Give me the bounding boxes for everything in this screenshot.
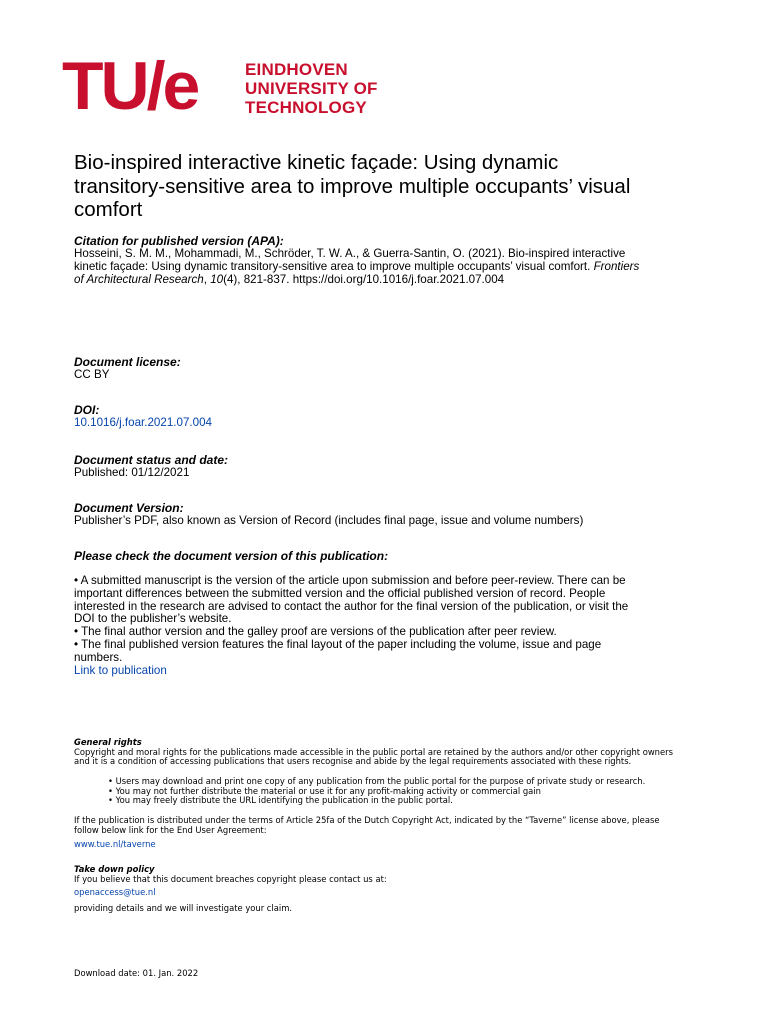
check-version-section bbox=[74, 550, 734, 563]
doi-section bbox=[74, 404, 212, 430]
check-line: interested in the research are advised to contact the author for the final version of the publication, or visit the bbox=[74, 599, 629, 613]
download-date: Download date: 01. Jan. 2022 bbox=[74, 968, 199, 978]
check-line: • The final published version features the final layout of the paper including the volume, issue and page bbox=[74, 637, 602, 651]
citation-line-text: kinetic façade: Using dynamic transitory-sensitive area to improve multiple occupants’ visual comfort. bbox=[74, 259, 591, 273]
tue-logo-mark: TU/e bbox=[62, 55, 198, 113]
check-line: DOI to the publisher’s website. bbox=[74, 612, 232, 626]
rights-bullet: • You may not further distribute the material or use it for any profit-making activity or commercial gain bbox=[108, 785, 541, 796]
tue-logo-icon bbox=[62, 55, 234, 113]
citation-section bbox=[74, 235, 714, 286]
rights-bullet: • You may freely distribute the URL identifying the publication in the public portal. bbox=[108, 795, 453, 806]
title-line: Bio-inspired interactive kinetic façade: Using dynamic bbox=[74, 151, 559, 174]
document-title bbox=[74, 151, 714, 222]
doi-label: DOI: bbox=[74, 403, 100, 417]
license-value: CC BY bbox=[74, 368, 110, 381]
citation-line bbox=[74, 274, 714, 287]
journal-name: Frontiers bbox=[593, 259, 640, 273]
general-rights-label: General rights bbox=[74, 737, 142, 747]
version-value: Publisher’s PDF, also known as Version of Record (includes final page, issue and volume numbers) bbox=[74, 514, 584, 527]
citation-label: Citation for published version (APA): bbox=[74, 234, 284, 248]
version-label: Document Version: bbox=[74, 501, 184, 515]
check-version-text bbox=[74, 575, 734, 665]
citation-line: Hosseini, S. M. M., Mohammadi, M., Schröder, T. W. A., & Guerra-Santin, O. (2021). Bio-inspired interactive bbox=[74, 247, 626, 260]
license-section bbox=[74, 356, 181, 382]
citation-separator: , bbox=[203, 272, 211, 286]
check-version-label: Please check the document version of this publication: bbox=[74, 549, 389, 563]
status-label: Document status and date: bbox=[74, 453, 229, 467]
taverne-line: follow below link for the End User Agreement: bbox=[74, 824, 267, 835]
general-rights-section bbox=[74, 738, 724, 767]
taverne-text bbox=[74, 816, 724, 835]
title-line: comfort bbox=[74, 198, 143, 221]
email-link[interactable]: openaccess@tue.nl bbox=[74, 887, 156, 897]
check-line: important differences between the submitted version and the official published version of record. People bbox=[74, 586, 606, 600]
university-name-line: TECHNOLOGY bbox=[245, 98, 367, 117]
takedown-after: providing details and we will investigate your claim. bbox=[74, 903, 293, 913]
takedown-text: If you believe that this document breaches copyright please contact us at: bbox=[74, 873, 387, 884]
taverne-line: If the publication is distributed under the terms of Article 25fa of the Dutch Copyright Act, indicated by the “Taverne” license above, please bbox=[74, 815, 660, 825]
check-line: • A submitted manuscript is the version of the article upon submission and before peer-review. There can be bbox=[74, 574, 626, 587]
version-section bbox=[74, 502, 734, 528]
rights-bullet: • Users may download and print one copy of any publication from the public portal for the purpose of private study or research. bbox=[108, 776, 646, 786]
takedown-section bbox=[74, 865, 387, 884]
rights-line: and it is a condition of accessing publications that users recognise and abide by the legal requirements associated with these rights. bbox=[74, 756, 632, 767]
takedown-label: Take down policy bbox=[74, 864, 155, 874]
check-line: numbers. bbox=[74, 650, 123, 664]
doi-link[interactable]: 10.1016/j.foar.2021.07.004 bbox=[74, 416, 212, 429]
check-line: • The final author version and the galley proof are versions of the publication after peer review. bbox=[74, 625, 557, 639]
status-section bbox=[74, 454, 228, 480]
university-name-line: UNIVERSITY OF bbox=[245, 79, 378, 98]
university-name bbox=[245, 60, 378, 117]
status-value: Published: 01/12/2021 bbox=[74, 466, 190, 479]
license-label: Document license: bbox=[74, 355, 181, 369]
rights-line: Copyright and moral rights for the publications made accessible in the public portal are retained by the authors and/or other copyright owners bbox=[74, 746, 673, 757]
link-to-publication[interactable]: Link to publication bbox=[74, 664, 167, 677]
citation-text bbox=[74, 248, 714, 286]
title-line: transitory-sensitive area to improve multiple occupants’ visual bbox=[74, 174, 631, 198]
taverne-link[interactable]: www.tue.nl/taverne bbox=[74, 839, 156, 849]
journal-name: of Architectural Research bbox=[74, 272, 204, 286]
rights-bullets bbox=[108, 777, 645, 806]
university-name-line: EINDHOVEN bbox=[245, 60, 348, 79]
citation-pages-doi: (4), 821-837. https://doi.org/10.1016/j.foar.2021.07.004 bbox=[223, 272, 505, 286]
journal-volume: 10 bbox=[210, 272, 224, 286]
